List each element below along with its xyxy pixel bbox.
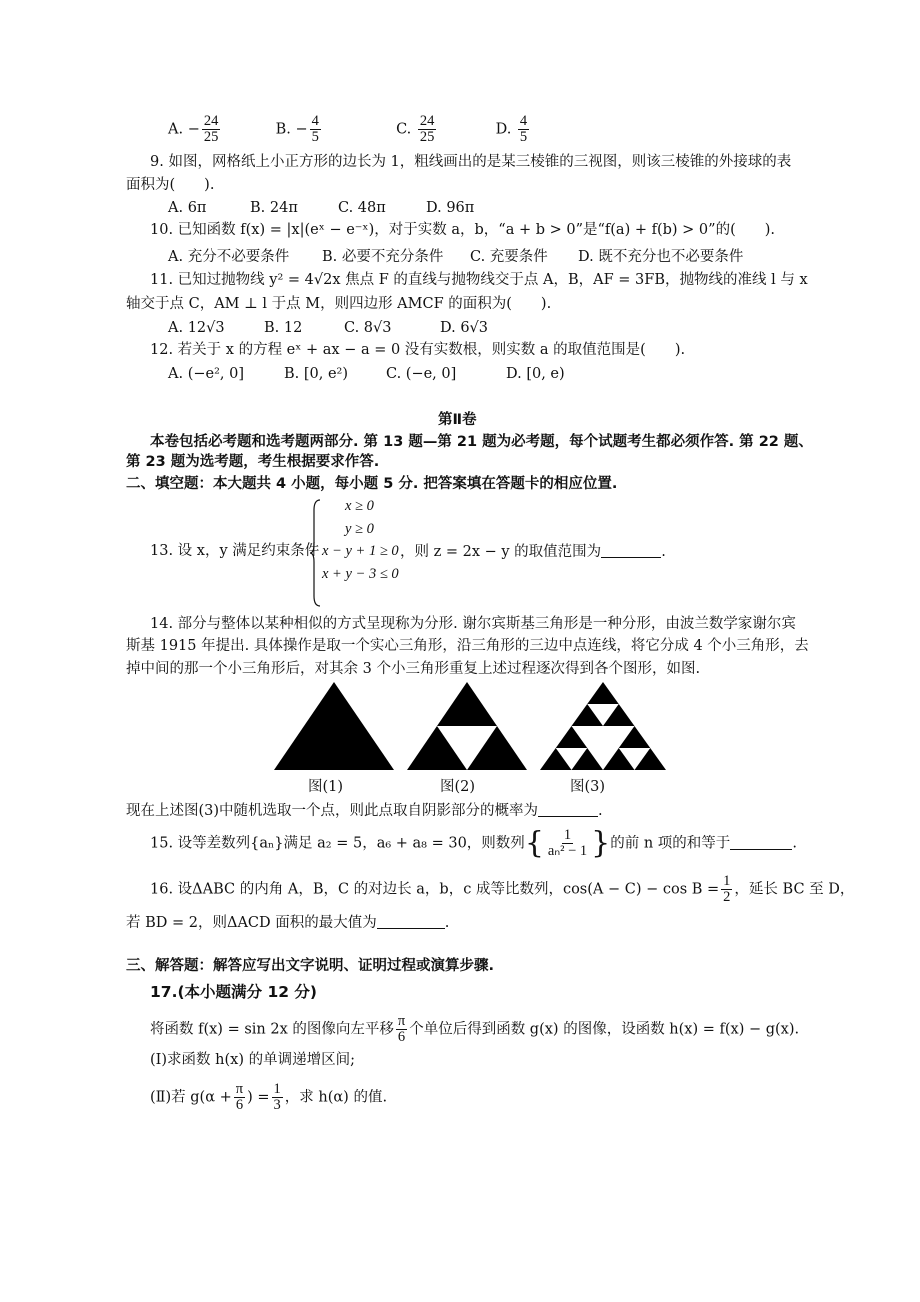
q16-line2: 若 BD = 2，则ΔACD 面积的最大值为 . — [126, 915, 450, 931]
q11-option-c: C. 8√3 — [344, 320, 392, 336]
q14-line3: 掉中间的那一个小三角形后，对其余 3 个小三角形重复上述过程逐次得到各个图形，如图. — [126, 661, 701, 677]
q13-suffix: ，则 z = 2x − y 的取值范围为 . — [400, 544, 666, 560]
q8-option-a-fraction: $\frac{24}{25}$ — [203, 113, 219, 146]
sierpinski-figure-3 — [538, 680, 668, 776]
sierpinski-figure-1 — [272, 680, 396, 776]
q12-option-b: B. [0, e²) — [284, 366, 349, 382]
q13-answer-blank[interactable] — [601, 543, 661, 558]
q15-answer-blank[interactable] — [730, 835, 792, 850]
q17-part2: (Ⅱ)若 g(α + $\frac{\pi}{6}$ ) = $\frac{1}{3}$ ，求 h(α) 的值. — [150, 1081, 388, 1114]
section2-heading: 二、填空题：本大题共 4 小题，每小题 5 分. 把答案填在答题卡的相应位置. — [126, 476, 618, 492]
q9-option-c: C. 48π — [338, 200, 386, 216]
q12-option-d: D. [0, e) — [506, 366, 565, 382]
q13-constraint-1: x ≥ 0 — [345, 498, 374, 514]
figure-2-caption: 图(2) — [440, 779, 476, 795]
q14-line2: 斯基 1915 年提出. 具体操作是取一个实心三角形，沿三角形的三边中点连线，将它分成 4 个小三角形，去 — [126, 638, 809, 654]
q8-options: A. − $\frac{24}{25}$ B. − $\frac{4}{5}$ C. $\frac{24}{25}$ D. $\frac{4}{5}$ — [168, 113, 528, 146]
sierpinski-figure-2 — [405, 680, 529, 776]
q10-option-a: A. 充分不必要条件 — [168, 249, 290, 265]
q16-line1: 16. 设ΔABC 的内角 A，B，C 的对边长 a，b，c 成等比数列，cos(A − C) − cos B = $\frac{1}{2}$ ，延长 BC 至 D， — [150, 873, 855, 906]
q11-option-b: B. 12 — [264, 320, 303, 336]
q11-option-d: D. 6√3 — [440, 320, 489, 336]
q17-title: 17.(本小题满分 12 分) — [150, 983, 317, 1001]
q17-fraction: $\frac{\pi}{6}$ — [397, 1013, 406, 1046]
q9-line2: 面积为( ). — [126, 177, 215, 193]
q14-answer-blank[interactable] — [538, 802, 598, 817]
q12-option-a: A. (−e², 0] — [168, 366, 244, 382]
section3-heading: 三、解答题：解答应写出文字说明、证明过程或演算步骤. — [126, 958, 495, 974]
q10-text: 10. 已知函数 f(x) = |x|(eˣ − e⁻ˣ)，对于实数 a，b，“a + b > 0”是“f(a) + f(b) > 0”的( ). — [150, 222, 775, 238]
q11-option-a: A. 12√3 — [168, 320, 225, 336]
q10-option-c: C. 充要条件 — [470, 249, 548, 265]
q9-option-a: A. 6π — [168, 200, 207, 216]
q9-line1: 9. 如图，网格纸上小正方形的边长为 1，粗线画出的是某三棱锥的三视图，则该三棱锥的外接球的表 — [150, 154, 792, 170]
part2-intro-line2: 第 23 题为选考题，考生根据要求作答. — [126, 454, 380, 470]
q14-question: 现在上述图(3)中随机选取一个点，则此点取自阴影部分的概率为 . — [126, 803, 603, 819]
q13-prefix: 13. 设 x，y 满足约束条件 — [150, 543, 320, 559]
q12-option-c: C. (−e, 0] — [386, 366, 457, 382]
q17-part1: (Ⅰ)求函数 h(x) 的单调递增区间; — [150, 1052, 355, 1068]
q13-constraint-4: x + y − 3 ≤ 0 — [322, 566, 399, 582]
q8-option-b-fraction: $\frac{4}{5}$ — [311, 113, 319, 146]
part2-intro-line1: 本卷包括必考题和选考题两部分. 第 13 题—第 21 题为必考题，每个试题考生都必须作答. 第 22 题、 — [150, 434, 813, 450]
q9-option-d: D. 96π — [426, 200, 475, 216]
q9-option-b: B. 24π — [250, 200, 298, 216]
q17-part2-fraction-2: $\frac{1}{3}$ — [273, 1081, 281, 1114]
q13-left-brace — [310, 498, 322, 613]
q16-fraction: $\frac{1}{2}$ — [723, 873, 731, 906]
q13-constraint-2: y ≥ 0 — [345, 521, 374, 537]
q10-option-d: D. 既不充分也不必要条件 — [578, 249, 744, 265]
q17-statement: 将函数 f(x) = sin 2x 的图像向左平移 $\frac{\pi}{6}$ 个单位后得到函数 g(x) 的图像，设函数 h(x) = f(x) − g(x). — [150, 1013, 800, 1046]
q11-line2: 轴交于点 C，AM ⊥ l 于点 M，则四边形 AMCF 的面积为( ). — [126, 296, 552, 312]
q14-line1: 14. 部分与整体以某种相似的方式呈现称为分形. 谢尔宾斯基三角形是一种分形，由波兰数学家谢尔宾 — [150, 616, 796, 632]
figure-3-caption: 图(3) — [570, 779, 606, 795]
q10-option-b: B. 必要不充分条件 — [322, 249, 444, 265]
q11-line1: 11. 已知过抛物线 y² = 4√2x 焦点 F 的直线与抛物线交于点 A，B，AF = 3FB，抛物线的准线 l 与 x — [150, 272, 808, 288]
q15-text: 15. 设等差数列{aₙ}满足 a₂ = 5，a₆ + a₈ = 30，则数列{ $\frac{1}{\text{aₙ² − 1}}$ }的前 n 项的和等于 . — [150, 825, 797, 861]
q16-answer-blank[interactable] — [377, 914, 445, 929]
part2-heading: 第Ⅱ卷 — [438, 412, 477, 428]
q8-option-d-fraction: $\frac{4}{5}$ — [519, 113, 528, 146]
q12-text: 12. 若关于 x 的方程 eˣ + ax − a = 0 没有实数根，则实数 a 的取值范围是( ). — [150, 342, 686, 358]
q8-option-c-fraction: $\frac{24}{25}$ — [419, 113, 435, 146]
q15-fraction: $\frac{1}{\text{aₙ² − 1}}$ — [547, 827, 588, 860]
q13-constraint-3: x − y + 1 ≥ 0 — [322, 543, 399, 559]
figure-1-caption: 图(1) — [308, 779, 344, 795]
q17-part2-fraction-1: $\frac{\pi}{6}$ — [235, 1081, 244, 1114]
